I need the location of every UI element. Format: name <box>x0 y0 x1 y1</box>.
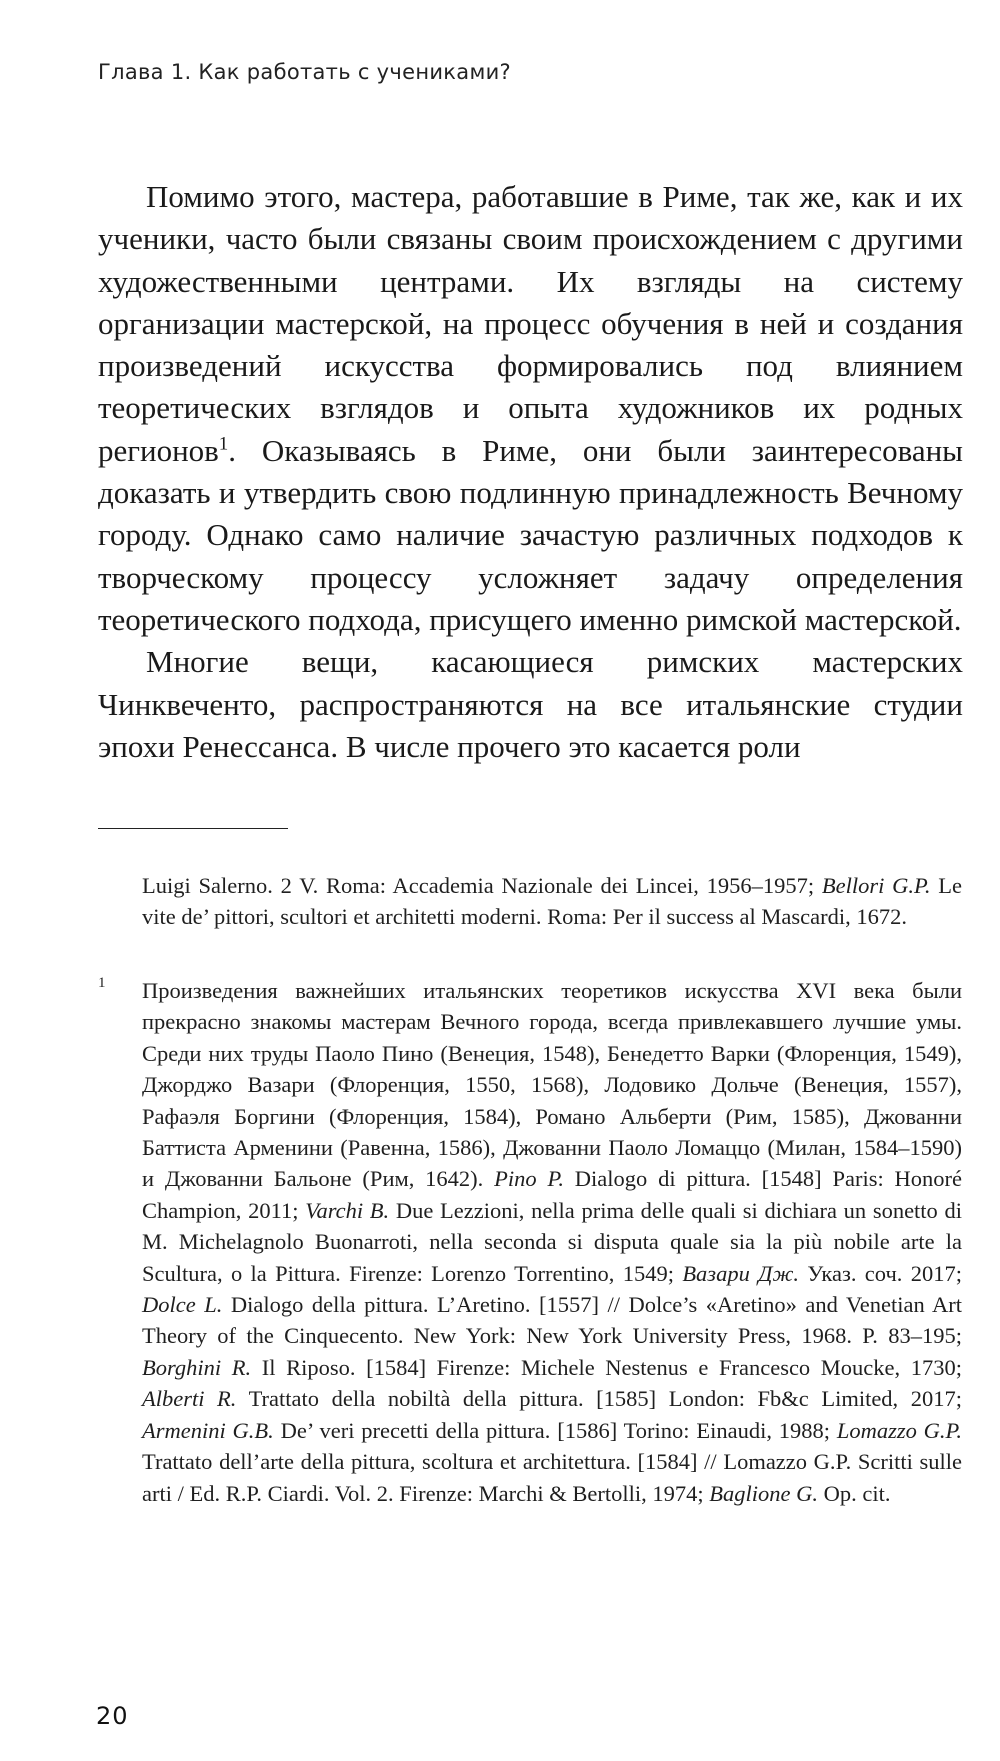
page-number: 20 <box>96 1702 129 1730</box>
paragraph-2: Многие вещи, касающиеся римских мастерских Чинквеченто, распространяются на все итальянские студии эпохи Ренессанса. В числе прочего это касается роли <box>98 644 963 764</box>
paragraph-1-text: Помимо этого, мастера, работавшие в Риме, так же, как и их ученики, часто были связаны своим происхождением с другими художественными центрами. Их взгляды на систему организации мастерской, на процесс обучения в ней и создания произведений искусства формировались под влиянием теоретических взглядов и опыта художников их родных регионов <box>98 179 963 468</box>
footnote-1-marker: 1 <box>98 975 106 991</box>
paragraph-1-text-continued: . Оказываясь в Риме, они были заинтересованы доказать и утвердить свою подлинную принадлежность Вечному городу. Однако само наличие зачастую различных подходов к творческому процессу усложняет задачу определения теоретического подхода, присущего именно римской мастерской. <box>98 432 963 637</box>
main-text <box>98 176 963 768</box>
footnote-1: Произведения важнейших итальянских теоретиков искусства XVI века были прекрасно знакомы мастерам Вечного города, всегда привлекавшего лучшие умы. Среди них труды Паоло Пино (Венеция, 1548), Бенедетто Варки (Флоренция, 1549), Джорджо Вазари (Флоренция, 1550, 1568), Лодовико Дольче (Венеция, 1557), Рафаэля Боргини (Флоренция, 1584), Романо Альберти (Рим, 1585), Джованни Баттиста Арменини (Равенна, 1586), Джованни Паоло Ломаццо (Милан, 1584–1590) и Джованни Бальоне (Рим, 1642). Pino P. Dialogo di pittura. [1548] Paris: Honoré Champion, 2011; Varchi B. Due Lezzioni, nella prima delle quali si dichiara un sonetto di M. Michelagnolo Buonarroti, nella seconda si disputa quale sia la più nobile arte la Scultura, o la Pittura. Firenze: Lorenzo Torrentino, 1549; Вазари Дж. Указ. соч. 2017; Dolce L. Dialogo della pittura. L’Aretino. [1557] // Dolce’s «Aretino» and Venetian Art Theory of the Cinquecento. New York: New York University Press, 1968. P. 83–195; Borghini R. Il Riposo. [1584] Firenze: Michele Nestenus e Francesco Moucke, 1730; Alberti R. Trattato della nobiltà della pittura. [1585] London: Fb&c Limited, 2017; Armenini G.B. De’ veri precetti della pittura. [1586] Torino: Einaudi, 1988; Lomazzo G.P. Trattato dell’arte della pittura, scoltura et architettura. [1584] // Lomazzo G.P. Scritti sulle arti / Ed. R.P. Ciardi. Vol. 2. Firenze: Marchi & Bertolli, 1974; Baglione G. Op. cit. <box>142 978 963 1506</box>
footnote-reference[interactable]: 1 <box>218 433 229 455</box>
paragraph-1 <box>98 176 963 641</box>
footnote-separator <box>98 828 288 829</box>
running-head: Глава 1. Как работать с учениками? <box>98 60 511 84</box>
footnote-continuation: Luigi Salerno. 2 V. Roma: Accademia Nazionale dei Lincei, 1956–1957; Bellori G.P. Le vite de’ pittori, scultori et architetti moderni. Roma: Per il success al Mascardi, 1672. <box>142 873 962 930</box>
